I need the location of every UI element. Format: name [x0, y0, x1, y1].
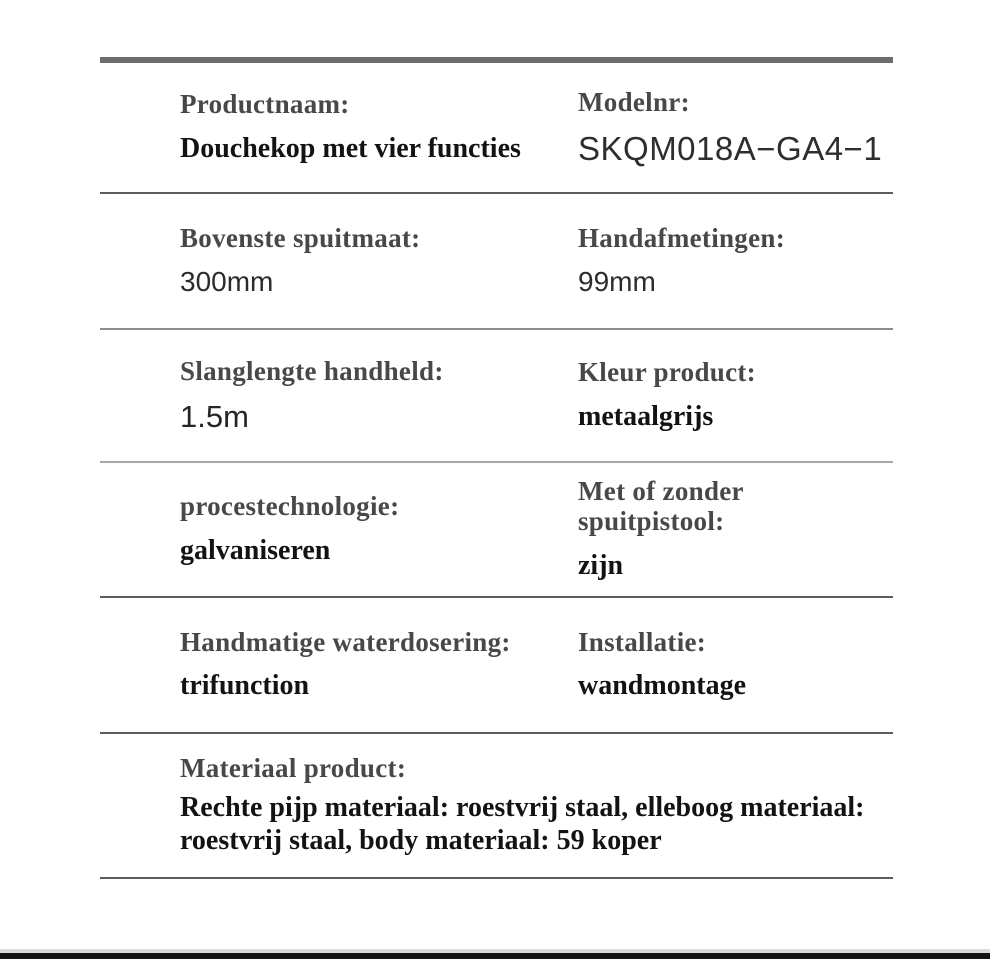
cell-handafmetingen — [578, 194, 893, 328]
spec-row-slanglengte-kleur — [100, 330, 893, 463]
cell-modelnr — [578, 63, 893, 192]
spec-label: Bovenste spuitmaat: — [180, 222, 421, 253]
spec-label: Materiaal product: — [180, 752, 407, 783]
cell-spuitpistool — [578, 463, 893, 596]
cell-waterdosering — [100, 598, 578, 732]
spec-value: 1.5m — [180, 399, 249, 435]
spec-label: Met of zonder spuitpistool: — [578, 476, 744, 537]
cell-slanglengte — [100, 330, 578, 461]
bottom-dark-bar — [0, 953, 990, 959]
spec-label: Productnaam: — [180, 89, 350, 120]
cell-productnaam — [100, 63, 578, 192]
cell-procestechnologie — [100, 463, 578, 596]
spec-value: trifunction — [180, 670, 310, 702]
spec-table — [100, 57, 893, 879]
cell-installatie — [578, 598, 893, 732]
spec-value-model-number: SKQM018A−GA4−1 — [578, 130, 883, 168]
spec-label: Handafmetingen: — [578, 222, 785, 253]
cell-bovenste-spuitmaat — [100, 194, 578, 328]
cell-kleur-product — [578, 330, 893, 461]
spec-row-waterdosering-installatie — [100, 598, 893, 734]
spec-label: Handmatige waterdosering: — [180, 626, 511, 657]
spec-label: Installatie: — [578, 626, 707, 657]
spec-row-productnaam-modelnr — [100, 63, 893, 194]
spec-row-spuitmaat-handafmetingen — [100, 194, 893, 330]
spec-row-procestechnologie-spuitpistool — [100, 463, 893, 598]
spec-label: procestechnologie: — [180, 491, 400, 522]
spec-label: Slanglengte handheld: — [180, 355, 444, 386]
spec-label: Modelnr: — [578, 86, 690, 117]
spec-value: galvaniseren — [180, 534, 331, 566]
spec-value: Douchekop met vier functies — [180, 132, 521, 164]
spec-value: 99mm — [578, 266, 656, 298]
spec-value: metaalgrijs — [578, 400, 714, 432]
spec-value: wandmontage — [578, 670, 747, 702]
spec-value: zijn — [578, 549, 624, 581]
spec-label: Kleur product: — [578, 357, 756, 388]
spec-row-materiaal — [100, 734, 893, 879]
spec-value: 300mm — [180, 266, 274, 298]
material-description: Rechte pijp materiaal: roestvrij staal, elleboog materiaal: roestvrij staal, body materiaal: 59 koper — [180, 792, 865, 857]
